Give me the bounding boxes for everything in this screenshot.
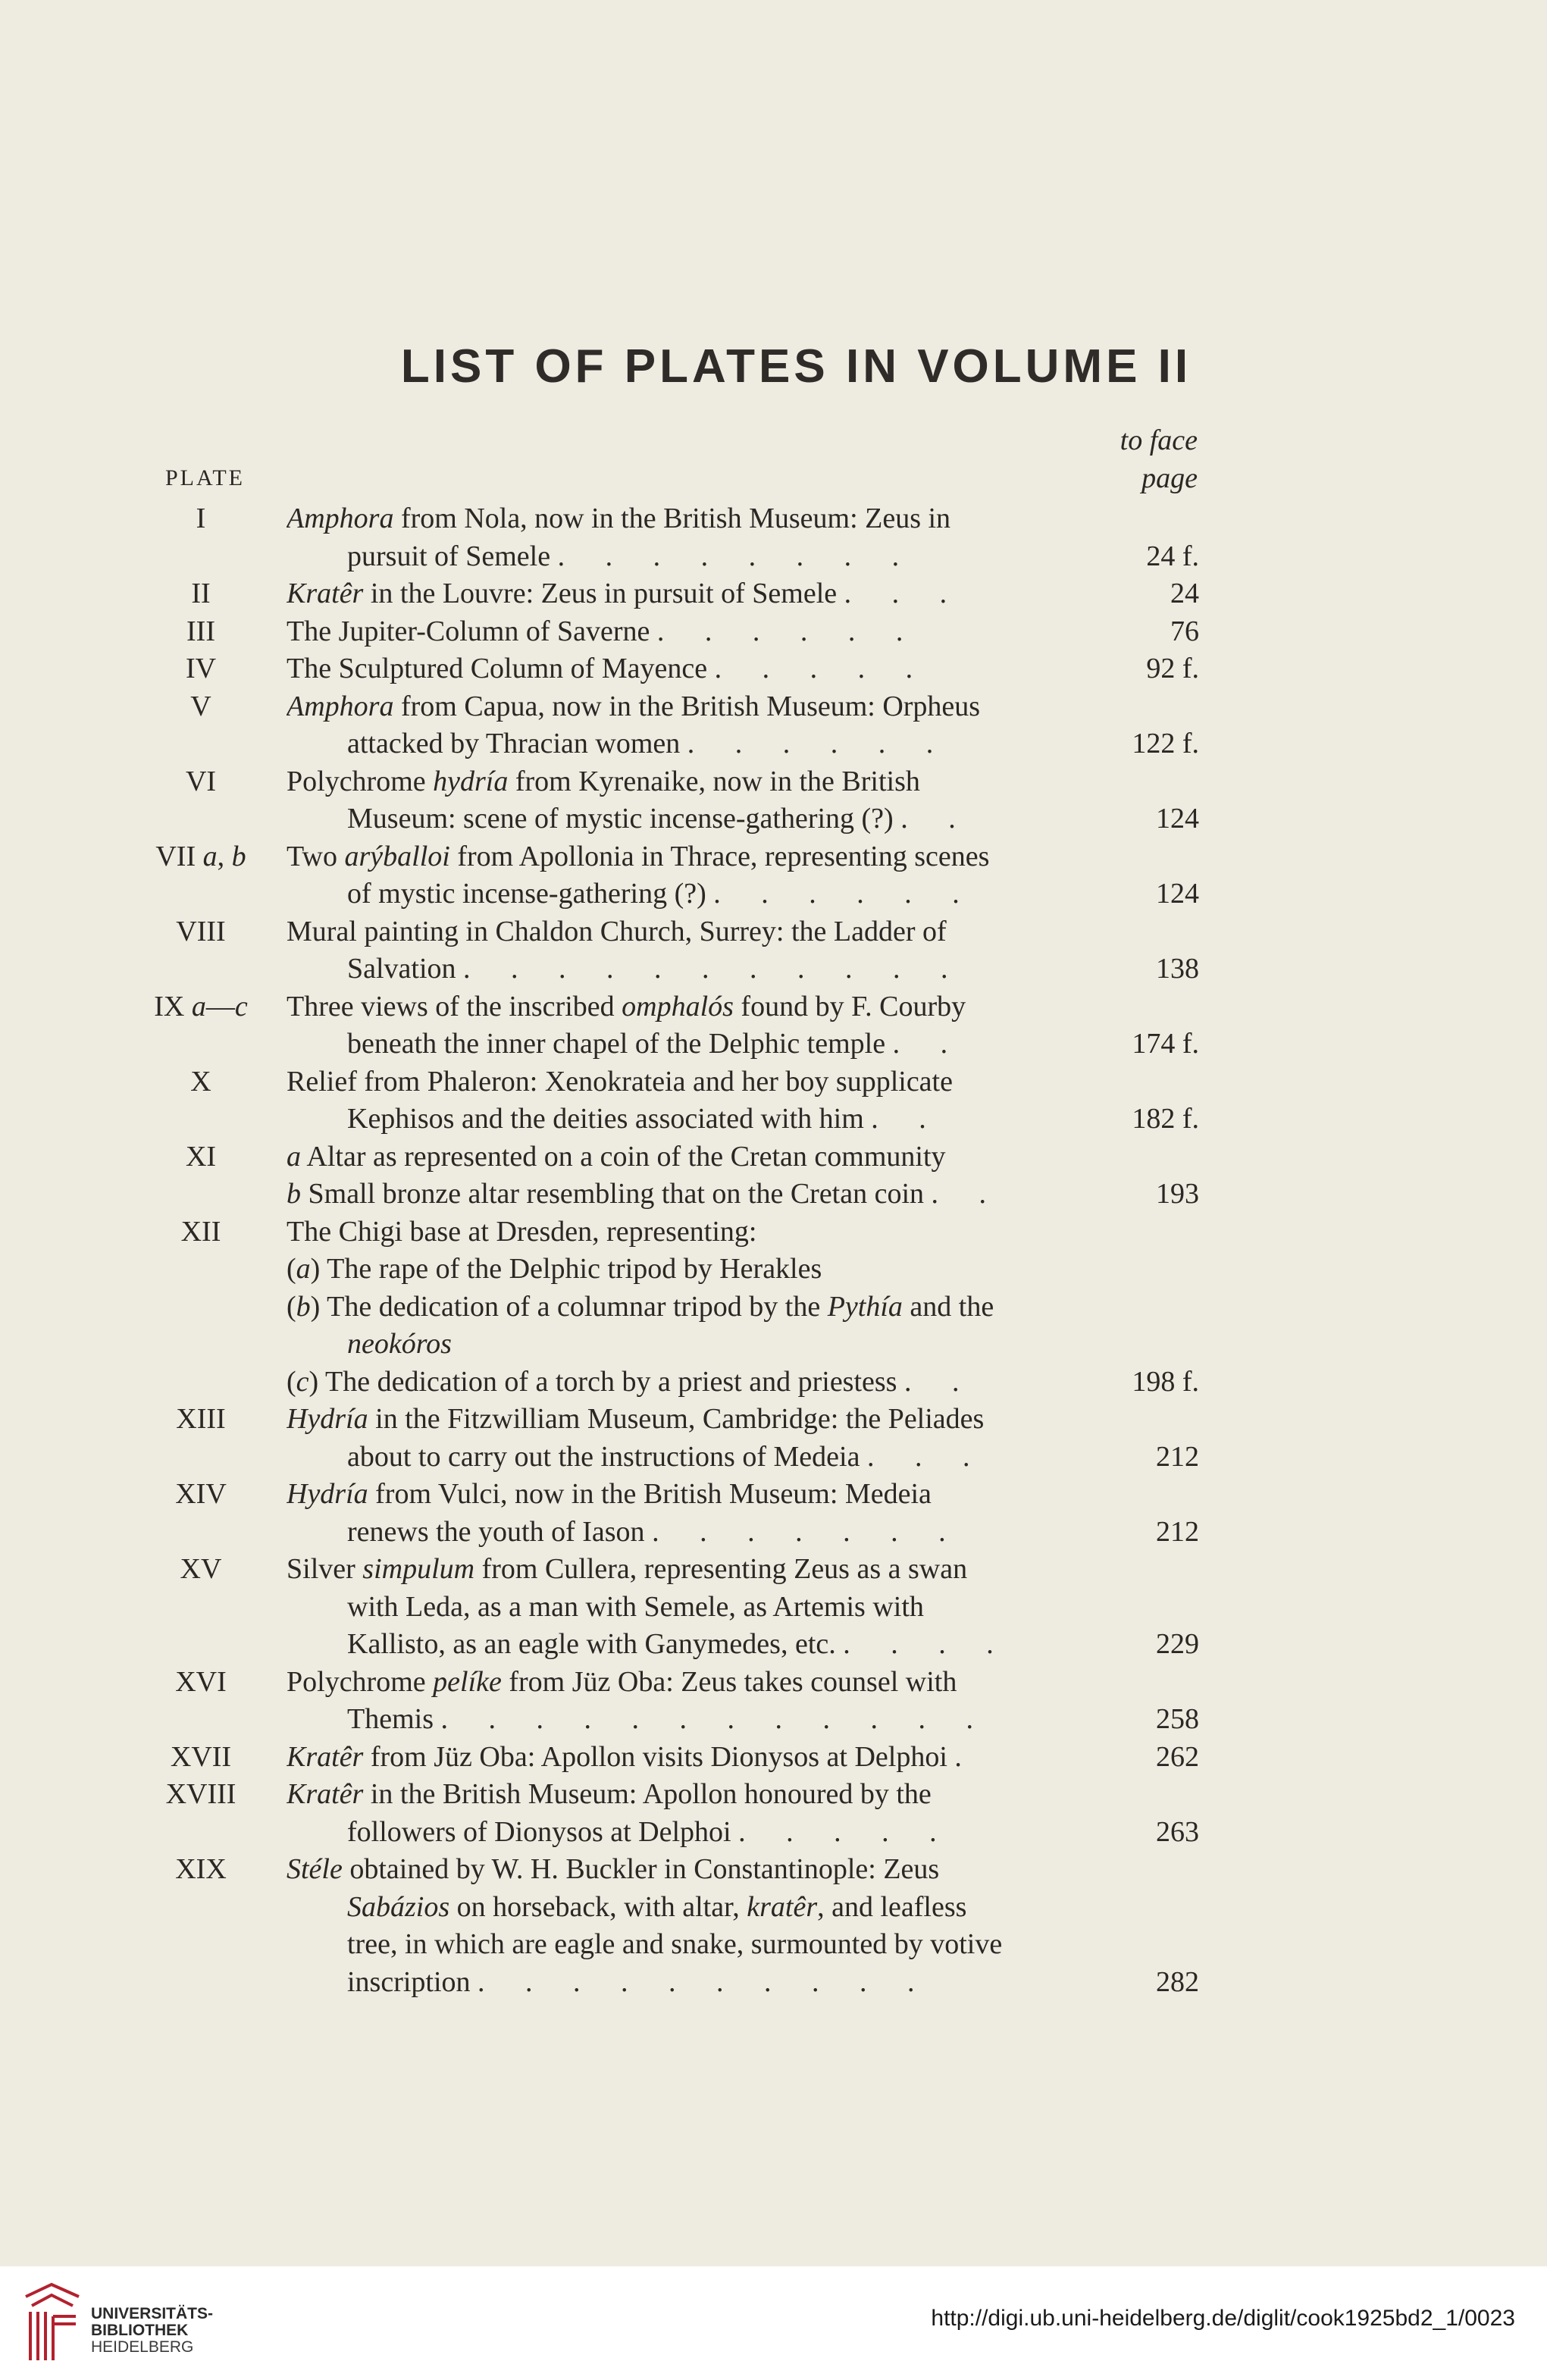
plate-entry [0,1063,1547,1138]
plate-description: renews the youth of Iason . . . . . . . [347,1515,963,1548]
plate-description: about to carry out the instructions of Medeia . . . [347,1440,987,1473]
plate-entry-line [0,1176,1547,1213]
plate-page-number: 24 f. [1146,540,1199,572]
plate-description: with Leda, as a man with Semele, as Artemis with [347,1590,924,1623]
plate-description: The Jupiter-Column of Saverne . . . . . . [287,615,920,647]
plate-entry [0,613,1547,651]
plate-entry-line [0,650,1547,688]
plate-number: XV [180,1553,222,1585]
column-header-to-face-page [1076,421,1198,497]
plate-page-number: 262 [1156,1740,1199,1773]
plate-description: The Chigi base at Dresden, representing: [287,1215,757,1248]
plate-entry-line [0,1851,1547,1889]
plate-page-number: 282 [1156,1965,1199,1998]
plate-entry [0,913,1547,988]
plate-description: (b) The dedication of a columnar tripod by the Pythía and the [287,1290,994,1323]
column-header-plate: PLATE [165,465,245,490]
column-header-line1: to face [1120,424,1198,456]
plate-entry [0,1776,1547,1851]
plate-entry-line [0,1138,1547,1176]
plate-entry-line [0,1776,1547,1814]
plate-entry-line [0,1439,1547,1477]
plate-description: Polychrome hydría from Kyrenaike, now in the British [287,765,920,797]
plate-entry-line [0,500,1547,538]
plate-entry-line [0,1063,1547,1101]
plate-description: Museum: scene of mystic incense-gathering (?) . . [347,803,972,835]
plate-entry [0,500,1547,575]
plate-number: IV [185,653,217,684]
plate-entry [0,650,1547,688]
plate-entry [0,838,1547,913]
plate-entry-line [0,1626,1547,1664]
plate-number: XIII [176,1403,226,1435]
plate-entry-line [0,688,1547,726]
plate-entry [0,1476,1547,1551]
plate-number: VII a, b [155,840,246,872]
plate-entry-line [0,988,1547,1026]
plate-page-number: 124 [1156,803,1199,835]
plate-page-number: 124 [1156,878,1199,910]
plate-page-number: 182 f. [1132,1103,1199,1135]
plate-entry-line [0,950,1547,988]
plate-description: Two arýballoi from Apollonia in Thrace, representing scenes [287,840,990,872]
plate-number: I [196,503,206,534]
plate-description: pursuit of Semele . . . . . . . . [347,540,916,572]
plate-entry [0,1401,1547,1476]
logo-line3: HEIDELBERG [91,2338,194,2356]
footer-bar [0,2266,1547,2380]
plate-description: neokóros [347,1328,452,1360]
plate-page-number: 258 [1156,1703,1199,1735]
plate-entry [0,1213,1547,1401]
logo-line1: UNIVERSITÄTS- [91,2305,214,2322]
plate-description: Three views of the inscribed omphalós found by F. Courby [287,990,966,1022]
plate-description: attacked by Thracian women . . . . . . [347,728,950,759]
plate-entry [0,1739,1547,1777]
plate-page-number: 174 f. [1132,1028,1199,1060]
plate-number: IX a—c [154,990,248,1022]
logo-line2: BIBLIOTHEK [91,2322,189,2339]
plate-entry-line [0,1289,1547,1326]
plate-description: of mystic incense-gathering (?) . . . . . . [347,878,976,910]
plate-entry-line [0,1101,1547,1138]
plate-description: Themis . . . . . . . . . . . . [347,1703,990,1735]
plate-description: followers of Dionysos at Delphoi . . . . . [347,1815,954,1848]
plate-entry-line [0,613,1547,651]
library-logo-icon [21,2281,83,2365]
plate-description: Sabázios on horseback, with altar, kratêr, and leafless [347,1890,967,1923]
plate-entry-line [0,725,1547,763]
plate-description: b Small bronze altar resembling that on the Cretan coin . . [287,1178,1004,1210]
plate-page-number: 92 f. [1146,653,1199,684]
plate-entry-line [0,1401,1547,1439]
column-header-line2: page [1141,462,1198,494]
plate-number: II [191,578,211,609]
plate-entry [0,763,1547,838]
plate-entry [0,688,1547,763]
plate-number: XIX [175,1853,227,1885]
plate-description: Salvation . . . . . . . . . . . [347,953,965,985]
plate-description: inscription . . . . . . . . . . [347,1965,932,1998]
plate-number: X [190,1065,211,1098]
plate-number: VIII [176,915,226,947]
plate-entry [0,575,1547,613]
plate-entry-line [0,1664,1547,1702]
plate-number: XVIII [165,1778,236,1810]
plate-number: XII [180,1215,221,1248]
plate-entry-line [0,1251,1547,1289]
page-title: LIST OF PLATES IN VOLUME II [400,340,1192,393]
plate-entry-line [0,1589,1547,1627]
plate-entry-line [0,1964,1547,2002]
plate-description: (a) The rape of the Delphic tripod by Herakles [287,1253,822,1285]
plate-number: XIV [175,1478,227,1510]
plate-page-number: 122 f. [1132,728,1199,759]
plate-description: Kallisto, as an eagle with Ganymedes, etc. . . . . [347,1628,1010,1660]
plate-description: Silver simpulum from Cullera, representing Zeus as a swan [287,1553,968,1585]
plate-description: Relief from Phaleron: Xenokrateia and her boy supplicate [287,1065,953,1098]
plate-page-number: 212 [1156,1515,1199,1548]
library-logo-text [91,2306,213,2356]
plate-entry [0,988,1547,1063]
plates-list [0,500,1547,2001]
plate-page-number: 76 [1170,615,1199,647]
plate-description: tree, in which are eagle and snake, surmounted by votive [347,1928,1003,1960]
plate-description: Polychrome pelíke from Jüz Oba: Zeus takes counsel with [287,1665,957,1698]
plate-description: Hydría in the Fitzwilliam Museum, Cambridge: the Peliades [287,1403,985,1435]
plate-entry-line [0,875,1547,913]
plate-entry-line [0,1889,1547,1927]
plate-entry-line [0,1476,1547,1514]
plate-number: VI [185,765,217,797]
plate-description: Kratêr in the British Museum: Apollon honoured by the [287,1778,932,1810]
plate-entry-line [0,538,1547,576]
plate-description: Hydría from Vulci, now in the British Museum: Medeia [287,1478,932,1510]
plate-entry-line [0,800,1547,838]
plate-description: a Altar as represented on a coin of the Cretan community [287,1140,946,1173]
plate-entry-line [0,1814,1547,1852]
plate-description: beneath the inner chapel of the Delphic temple . . [347,1028,965,1060]
plate-entry-line [0,1701,1547,1739]
plate-page-number: 193 [1156,1178,1199,1210]
plate-entry-line [0,838,1547,876]
plate-entry-line [0,1026,1547,1063]
plate-number: III [186,615,215,647]
plate-page-number: 24 [1170,578,1199,609]
plate-page-number: 229 [1156,1628,1199,1660]
plate-number: XI [185,1140,217,1173]
plate-description: The Sculptured Column of Mayence . . . . . [287,653,930,684]
plate-page-number: 138 [1156,953,1199,985]
plate-entry-line [0,1213,1547,1251]
plate-entry [0,1851,1547,2001]
plate-page-number: 263 [1156,1815,1199,1848]
plate-description: Amphora from Capua, now in the British Museum: Orpheus [287,690,981,722]
plate-number: XVI [175,1665,227,1698]
plate-description: Kephisos and the deities associated with him . . [347,1103,943,1135]
plate-page-number: 198 f. [1132,1365,1199,1398]
plate-entry-line [0,1739,1547,1777]
plate-entry [0,1551,1547,1664]
plate-entry-line [0,763,1547,801]
plate-entry-line [0,1364,1547,1401]
plate-entry [0,1664,1547,1739]
plate-number: V [190,690,211,722]
plate-entry-line [0,575,1547,613]
plate-entry [0,1138,1547,1213]
plate-description: Kratêr in the Louvre: Zeus in pursuit of Semele . . . [287,578,964,609]
plate-description: (c) The dedication of a torch by a priest and priestess . . [287,1365,976,1398]
plate-description: Kratêr from Jüz Oba: Apollon visits Dionysos at Delphoi . [287,1740,979,1773]
plate-description: Stéle obtained by W. H. Buckler in Constantinople: Zeus [287,1853,940,1885]
plate-description: Mural painting in Chaldon Church, Surrey: the Ladder of [287,915,947,947]
source-url[interactable]: http://digi.ub.uni-heidelberg.de/diglit/cook1925bd2_1/0023 [931,2306,1515,2331]
plate-entry-line [0,913,1547,951]
plate-entry-line [0,1514,1547,1552]
plate-entry-line [0,1926,1547,1964]
plate-page-number: 212 [1156,1440,1199,1473]
plate-entry-line [0,1551,1547,1589]
plate-number: XVII [170,1740,232,1773]
plate-entry-line [0,1326,1547,1364]
plate-description: Amphora from Nola, now in the British Museum: Zeus in [287,503,951,534]
